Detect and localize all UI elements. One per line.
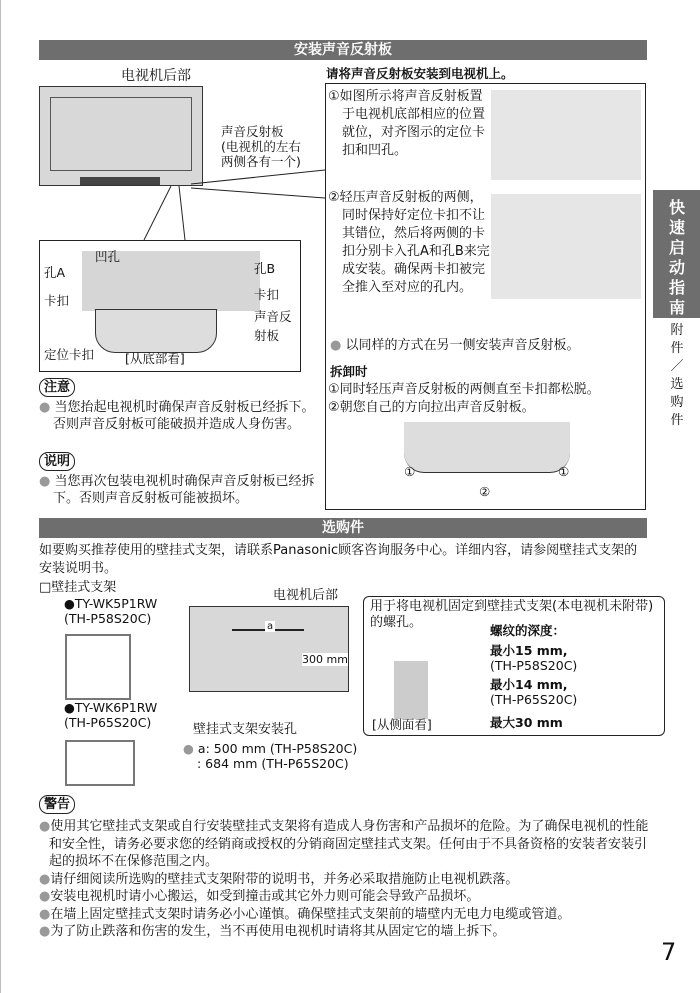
max-depth: 最大30 mm bbox=[490, 715, 563, 730]
a-dimension-label: a bbox=[267, 621, 274, 632]
model-2: ●TY-WK6P1RW (TH-P65S20C) bbox=[64, 700, 158, 730]
clip-right-label: 卡扣 bbox=[254, 287, 280, 302]
tv-rear-label-2: 电视机后部 bbox=[273, 588, 339, 603]
hole-b-label: 孔B bbox=[254, 261, 276, 276]
side-view-illustration bbox=[394, 661, 428, 719]
depth-65: 最小14 mm, (TH-P65S20C) bbox=[490, 677, 578, 707]
page-number: 7 bbox=[661, 938, 677, 966]
removal-illustration bbox=[404, 422, 570, 473]
view-label: [从底部看] bbox=[125, 351, 185, 366]
remove-heading: 拆卸时 bbox=[330, 364, 368, 379]
depth-heading: 螺纹的深度： bbox=[490, 623, 566, 638]
options-intro: 如要购买推荐使用的壁挂式支架，请联系Panasonic顾客咨询服务中心。详细内容，请参阅壁挂式支架的安装说明书。 bbox=[39, 543, 638, 576]
step-2-illustration bbox=[491, 194, 641, 299]
warning-badge: 警告 bbox=[39, 795, 75, 814]
height-dimension-label: 300 mm bbox=[302, 653, 348, 666]
clip-left-label: 卡扣 bbox=[44, 293, 70, 308]
section-title-options: 选购件 bbox=[39, 518, 647, 538]
bracket-2-illustration bbox=[65, 740, 135, 786]
other-side-note: ● 以同样的方式在另一侧安装声音反射板。 bbox=[330, 338, 580, 353]
caution-text: ● 当您抬起电视机时确保声音反射板已经拆下。否则声音反射板可能破损并造成人身伤害。 bbox=[39, 400, 315, 432]
remove-step-2: ②朝您自己的方向拉出声音反射板。 bbox=[328, 400, 535, 415]
warning-item: ●请仔细阅读所选购的壁挂式支架附带的说明书，并务必采取措施防止电视机跌落。 bbox=[39, 871, 519, 887]
step-2: ②轻压声音反射板的两侧，同时保持好定位卡扣不让其错位，然后将两侧的卡扣分别卡入孔A和孔B来完成安装。确保两卡扣被完全推入至对应的孔内。 bbox=[328, 190, 490, 295]
caution-badge: 注意 bbox=[39, 378, 75, 397]
section-title-reflector: 安装声音反射板 bbox=[39, 40, 647, 60]
callout-line: 声音反射板 bbox=[221, 124, 284, 139]
side-tab-quick-start[interactable]: 快速启动指南 bbox=[653, 190, 700, 318]
bracket-heading: □壁挂式支架 bbox=[39, 580, 117, 595]
warning-item: ●为了防止跌落和伤害的发生，当不再使用电视机时请将其从固定它的墙上拆下。 bbox=[39, 924, 506, 939]
model-1: ●TY-WK5P1RW (TH-P58S20C) bbox=[64, 596, 158, 626]
install-steps-box bbox=[325, 83, 646, 510]
mark-2: ② bbox=[479, 484, 491, 499]
mount-holes-label: 壁挂式支架安装孔 bbox=[193, 722, 298, 737]
warning-item: ●安装电视机时请小心搬运，如受到撞击或其它外力则可能会导致产品损坏。 bbox=[39, 889, 480, 904]
remove-step-1: ①同时轻压声音反射板的两侧直至卡扣都松脱。 bbox=[328, 382, 600, 397]
install-heading: 请将声音反射板安装到电视机上。 bbox=[326, 66, 514, 81]
inset-bottom-view bbox=[39, 240, 301, 372]
mark-1-left: ① bbox=[404, 464, 416, 479]
notch-label: 凹孔 bbox=[95, 249, 121, 264]
tv-rear-label: 电视机后部 bbox=[121, 68, 191, 84]
callout-line: (电视机的左右 bbox=[221, 139, 301, 154]
tv-rear-mount-illustration bbox=[189, 606, 349, 692]
bracket-1-illustration bbox=[65, 634, 131, 700]
warning-item: ●在墙上固定壁挂式支架时请务必小心谨慎。确保壁挂式支架前的墙壁内无电力电缆或管道。 bbox=[39, 906, 571, 922]
a-values: ● a: 500 mm (TH-P58S20C) : 684 mm (TH-P65S20C) bbox=[183, 741, 358, 771]
side-tab-accessories[interactable]: 附件／选购件 bbox=[670, 323, 684, 428]
side-view-label: [从侧面看] bbox=[372, 717, 432, 732]
screw-hole-detail bbox=[363, 596, 665, 736]
screw-description: 用于将电视机固定到壁挂式支架(本电视机未附带)的螺孔。 bbox=[370, 599, 654, 630]
mark-1-right: ① bbox=[558, 464, 570, 479]
note-badge: 说明 bbox=[39, 452, 75, 471]
reflector-label: 声音反 射板 bbox=[254, 309, 292, 343]
depth-58: 最小15 mm, (TH-P58S20C) bbox=[490, 643, 578, 673]
step-1-illustration bbox=[491, 90, 641, 180]
note-text: ● 当您再次包装电视机时确保声音反射板已经拆下。否则声音反射板可能被损坏。 bbox=[39, 474, 315, 506]
hole-a-label: 孔A bbox=[44, 265, 66, 280]
warning-item: ●使用其它壁挂式支架或自行安装壁挂式支架将有造成人身伤害和产品损坏的危险。为了确保电视机的性能和安全性，请务必要求您的经销商或授权的分销商固定壁挂式支架。任何由于不具备资格的安装者安装引起的损坏不在保修范围之内。 bbox=[39, 819, 649, 869]
step-1: ①如图所示将声音反射板置于电视机底部相应的位置就位，对齐图示的定位卡扣和凹孔。 bbox=[328, 89, 486, 158]
callout-line: 两侧各有一个) bbox=[221, 154, 301, 169]
warning-list bbox=[39, 818, 649, 941]
locator-clip-label: 定位卡扣 bbox=[44, 347, 95, 362]
